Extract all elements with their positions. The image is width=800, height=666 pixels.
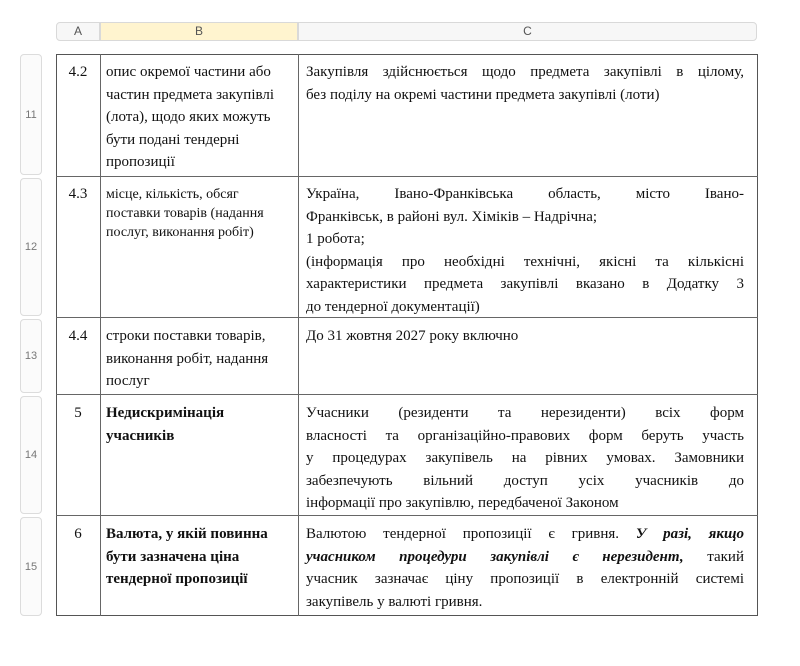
item-description[interactable]: Валюта, у якій повинна бути зазначена ціна тендерної пропозиції <box>106 526 268 587</box>
value-emphasis: У разі, якщо <box>635 526 745 542</box>
item-value[interactable] <box>306 402 744 515</box>
item-value[interactable] <box>306 183 744 318</box>
item-value[interactable] <box>306 325 744 348</box>
item-description[interactable]: Недискримінація учасників <box>106 405 225 444</box>
item-number[interactable]: 6 <box>74 526 82 542</box>
item-value[interactable] <box>306 61 744 106</box>
item-number[interactable]: 4.2 <box>68 64 88 80</box>
row-divider <box>56 176 758 177</box>
value-line: власності та організаційно-правових форм беруть участь <box>306 427 744 444</box>
item-description[interactable]: місце, кількість, обсяг поставки товарів (надання послуг, виконання робіт) <box>106 187 264 240</box>
row-header-13[interactable]: 13 <box>20 319 42 393</box>
item-value[interactable] <box>306 523 744 613</box>
row-header-11[interactable]: 11 <box>20 54 42 175</box>
value-line: характеристики предмета закупівлі вказано в Додатку 3 <box>306 276 744 292</box>
value-line: учасник зазначає ціну пропозиції в електронній системі <box>306 571 744 587</box>
row-header-14[interactable]: 14 <box>20 396 42 514</box>
column-header-b[interactable]: B <box>100 22 298 41</box>
value-line: без поділу на окремі частини предмета закупівлі (лоти) <box>306 86 660 103</box>
value-line: Закупівля здійснюється щодо предмета закупівлі в цілому, <box>306 64 744 80</box>
value-line: закупівель у валюті гривня. <box>306 593 483 610</box>
column-header-a[interactable]: A <box>56 22 100 41</box>
value-line: Україна, Івано-Франківська область, місто Івано- <box>306 186 744 202</box>
row-divider <box>56 515 758 516</box>
row-header-12[interactable]: 12 <box>20 178 42 316</box>
value-line: Франківськ, в районі вул. Хіміків – Надрічна; <box>306 208 598 225</box>
value-line: 1 робота; <box>306 231 365 247</box>
row-divider <box>56 394 758 395</box>
value-line <box>306 546 744 569</box>
value-line: інформації про закупівлю, передбаченої Законом <box>306 495 619 511</box>
row-header-15[interactable]: 15 <box>20 517 42 616</box>
item-number[interactable]: 4.4 <box>68 328 88 344</box>
value-line: забезпечують вільний доступ усіх учасників до <box>306 472 744 489</box>
value-text: такий <box>683 548 744 565</box>
column-divider <box>100 54 101 616</box>
value-line: (інформація про необхідні технічні, якісні та кількісні <box>306 253 744 270</box>
value-line <box>306 523 744 546</box>
value-text: Валютою тендерної пропозиції є гривня. <box>306 526 636 542</box>
item-number[interactable]: 4.3 <box>68 186 88 202</box>
value-line: у процедурах закупівель на рівних умовах. Замовники <box>306 450 744 466</box>
value-line: До 31 жовтня 2027 року включно <box>306 328 519 344</box>
value-line: до тендерної документації) <box>306 298 480 315</box>
column-divider <box>298 54 299 616</box>
value-emphasis: учасником процедури закупівлі є нерезидент, <box>306 548 684 565</box>
column-header-c[interactable]: C <box>298 22 757 41</box>
item-description[interactable]: строки поставки товарів, виконання робіт, надання послуг <box>106 328 269 389</box>
item-number[interactable]: 5 <box>74 405 82 421</box>
item-description[interactable]: опис окремої частини або частин предмета закупівлі (лота), щодо яких можуть бути подані тендерні пропозиції <box>106 64 275 170</box>
value-line: Учасники (резиденти та нерезиденти) всіх форм <box>306 405 744 421</box>
